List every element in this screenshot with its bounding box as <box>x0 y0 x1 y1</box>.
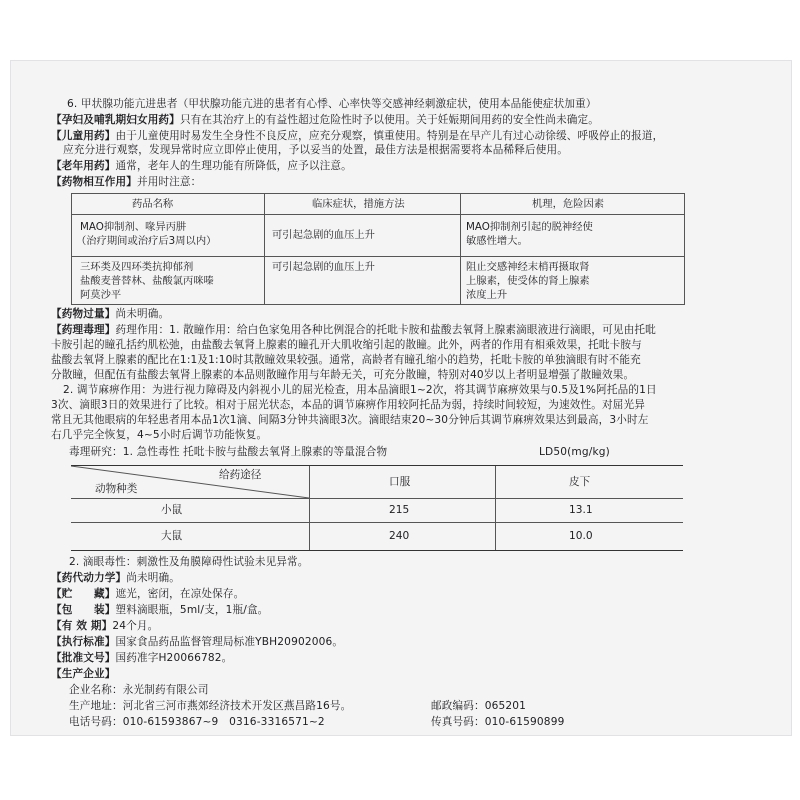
package-text: 塑料滴眼瓶，5ml/支，1瓶/盒。 <box>115 604 269 616</box>
approval-text: 国药准字H20066782。 <box>115 652 233 664</box>
children-label: 【儿童用药】 <box>51 130 116 142</box>
postcode-label: 邮政编码： <box>431 700 485 712</box>
fax-label: 传真号码： <box>431 716 485 728</box>
pharmacology-label: 【药理毒理】 <box>51 324 116 336</box>
pharmacology-line-2: 卡胺引起的瞳孔括约肌松弛，由盐酸去氧肾上腺素的瞳孔开大肌收缩引起的散瞳。此外，两者的作用有相乘效果，托吡卡胺与 <box>51 339 642 351</box>
approval-section <box>51 651 232 665</box>
phone-text: 010-61593867~9 0316-3316571~2 <box>122 716 325 728</box>
pharmacology-line-6: 3次、滴眼3日的效果进行了比较。相对于屈光状态，本品的调节麻痹作用较阿托品为弱，持续时间较短，为速效性。对屈光异 <box>51 399 645 411</box>
row2-drug-line1: 三环类及四环类抗抑郁剂 <box>80 261 194 273</box>
row-rat-oral: 240 <box>389 530 410 542</box>
row1-mechanism-line2: 敏感性增大。 <box>466 235 528 247</box>
company-label: 企业名称： <box>69 684 123 696</box>
storage-section <box>51 587 244 601</box>
eye-toxicity: 2. 滴眼毒性：刺激性及角膜障碍性试验未见异常。 <box>69 556 309 568</box>
oral-header: 口服 <box>389 476 411 488</box>
interaction-text: 并用时注意： <box>136 176 202 188</box>
row1-drug-line1: MAO抑制剂、喙异丙肼 <box>80 221 187 233</box>
row-mouse-sc: 13.1 <box>569 504 593 516</box>
interaction-section <box>51 175 201 189</box>
row2-symptom: 可引起急剧的血压上升 <box>272 261 375 273</box>
overdose-section <box>51 307 169 321</box>
fax-row <box>431 715 564 729</box>
validity-section <box>51 619 158 633</box>
ld50-label: LD50(mg/kg) <box>539 446 610 458</box>
pharmacology-line-5: 2. 调节麻痹作用：为进行视力障碍及内斜视小儿的屈光检查，用本品滴眼1~2次，将其调节麻痹效果与0.5及1%阿托品的1日 <box>63 384 657 396</box>
elderly-label: 【老年用药】 <box>51 160 116 172</box>
elderly-text: 通常，老年人的生理功能有所降低，应予以注意。 <box>115 160 352 172</box>
row2-mechanism-line3: 浓度上升 <box>466 289 508 301</box>
standard-text: 国家食品药品监督管理局标准YBH20902006。 <box>115 636 344 648</box>
pk-label: 【药代动力学】 <box>51 572 127 584</box>
pharmacology-line-3: 盐酸去氧肾上腺素的配比在1:1及1:10时其散瞳效果较强。通常，高龄者有瞳孔缩小的趋势，托吡卡胺的单独滴眼有时不能充 <box>51 354 641 366</box>
children-text-2: 应充分进行观察，发现异常时应立即停止使用，予以妥当的处置，最佳方法是根据需要将本品稀释后使用。 <box>63 144 568 156</box>
storage-label: 【贮 藏】 <box>51 588 116 600</box>
row-rat-sc: 10.0 <box>569 530 593 542</box>
maker-label: 【生产企业】 <box>51 668 116 680</box>
children-text-1: 由于儿童使用时易发生全身性不良反应，应充分观察，慎重使用。特别是在早产儿有过心动徐缓、呼吸停止的报道， <box>115 130 664 142</box>
pregnancy-section <box>51 113 599 127</box>
postcode-row <box>431 699 526 713</box>
row1-drug-line2: （治疗期间或治疗后3周以内） <box>76 235 217 247</box>
pharmacology-line-8: 右几乎完全恢复，4~5小时后调节功能恢复。 <box>51 429 268 441</box>
company-row <box>69 683 209 697</box>
toxicity-table <box>71 465 683 551</box>
address-text: 河北省三河市燕郊经济技术开发区燕昌路16号。 <box>122 700 352 712</box>
package-section <box>51 603 268 617</box>
phone-label: 电话号码： <box>69 716 123 728</box>
route-header: 给药途径 <box>219 469 262 481</box>
standard-section <box>51 635 343 649</box>
row2-drug-line3: 阿莫沙平 <box>80 289 122 301</box>
pk-section <box>51 571 180 585</box>
row2-drug-line2: 盐酸麦普替林、盐酸氯丙咪嗪 <box>80 275 214 287</box>
validity-text: 24个月。 <box>112 620 159 632</box>
interaction-label: 【药物相互作用】 <box>51 176 137 188</box>
insert-sheet <box>10 60 792 736</box>
company-name: 永光制药有限公司 <box>122 684 209 696</box>
pk-text: 尚未明确。 <box>126 572 180 584</box>
row2-mechanism-line2: 上腺素，使受体的肾上腺素 <box>466 275 590 287</box>
header-drug-name: 药品名称 <box>132 198 174 210</box>
package-label: 【包 装】 <box>51 604 116 616</box>
pharmacology-line-7: 常且无其他眼病的年轻患者用本品1次1滴、间隔3分钟共滴眼3次。滴眼结束20~30分钟后其调节麻痹效果达到最高，3小时左 <box>51 414 649 426</box>
row-rat-animal: 大鼠 <box>161 530 183 542</box>
hyperthyroid-line: 6. 甲状腺功能亢进患者（甲状腺功能亢进的患者有心悸、心率快等交感神经刺激症状，使用本品能使症状加重） <box>67 98 597 110</box>
phone-row <box>69 715 325 729</box>
overdose-label: 【药物过量】 <box>51 308 116 320</box>
standard-label: 【执行标准】 <box>51 636 116 648</box>
address-row <box>69 699 351 713</box>
row-mouse-animal: 小鼠 <box>161 504 183 516</box>
toxicity-intro: 毒理研究：1. 急性毒性 托吡卡胺与盐酸去氧肾上腺素的等量混合物 <box>69 446 388 458</box>
approval-label: 【批准文号】 <box>51 652 116 664</box>
elderly-section <box>51 159 352 173</box>
postcode-text: 065201 <box>484 700 527 712</box>
overdose-text: 尚未明确。 <box>115 308 170 320</box>
storage-text: 遮光，密闭，在凉处保存。 <box>115 588 245 600</box>
fax-text: 010-61590899 <box>484 716 565 728</box>
pharmacology-line-4: 分散瞳，但配伍有盐酸去氧肾上腺素的本品则散瞳作用与年龄无关，可充分散瞳，特别对40岁以上者明显增强了散瞳效果。 <box>51 369 635 381</box>
header-mechanism: 机理，危险因素 <box>532 198 605 210</box>
interaction-table <box>71 193 685 305</box>
animal-header: 动物种类 <box>95 483 138 495</box>
bleed-through-text <box>733 83 783 123</box>
maker-section <box>51 667 115 681</box>
pharmacology-section <box>51 323 656 337</box>
pregnancy-text: 只有在其治疗上的有益性超过危险性时予以使用。关于妊娠期间用药的安全性尚未确定。 <box>179 114 599 126</box>
address-label: 生产地址： <box>69 700 123 712</box>
row1-symptom: 可引起急剧的血压上升 <box>272 229 375 241</box>
row2-mechanism-line1: 阻止交感神经末梢再摄取肾 <box>466 261 590 273</box>
validity-label: 【有 效 期】 <box>51 620 113 632</box>
pharmacology-line-1: 药理作用：1. 散瞳作用：给白色家兔用各种比例混合的托吡卡胺和盐酸去氧肾上腺素滴眼液进行滴眼，可见由托吡 <box>115 324 656 336</box>
row1-mechanism-line1: MAO抑制剂引起的脱神经使 <box>466 221 593 233</box>
pregnancy-label: 【孕妇及哺乳期妇女用药】 <box>51 114 180 126</box>
row-mouse-oral: 215 <box>389 504 410 516</box>
children-section <box>51 129 663 143</box>
header-symptom: 临床症状，措施方法 <box>312 198 405 210</box>
sc-header: 皮下 <box>569 476 591 488</box>
